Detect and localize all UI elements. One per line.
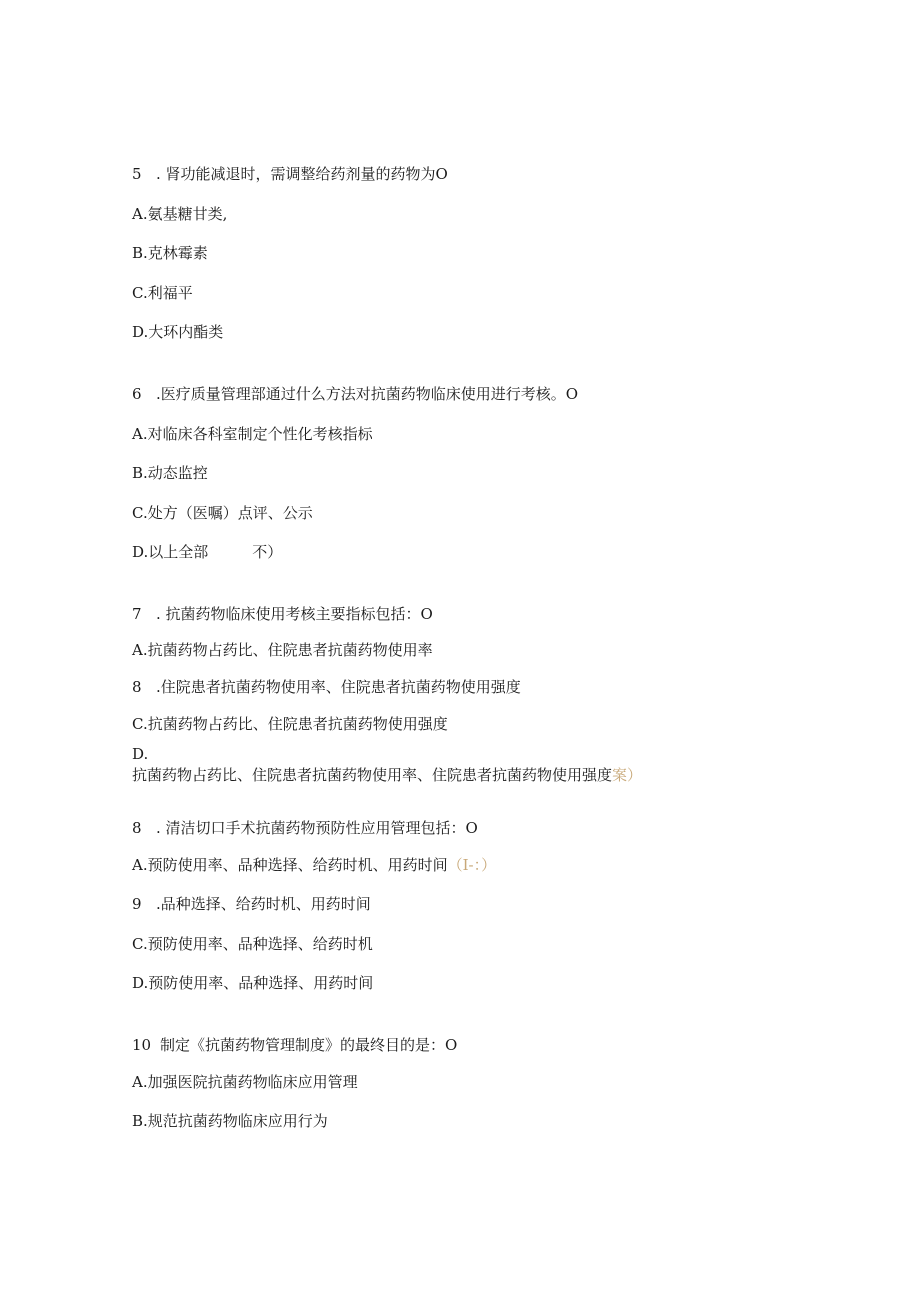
question-5-option-d: D.大环内酯类 [132, 323, 224, 341]
question-7-option-c: C.抗菌药物占药比、住院患者抗菌药物使用强度 [132, 715, 448, 733]
question-6-option-c: C.处方（医嘱）点评、公示 [132, 504, 313, 522]
question-6-option-d [132, 542, 282, 562]
question-text: .医疗质量管理部通过什么方法对抗菌药物临床使用进行考核。O [156, 385, 579, 403]
question-text: 制定《抗菌药物管理制度》的最终目的是：O [160, 1036, 458, 1054]
question-7-stem [132, 604, 433, 624]
question-8-option-a [132, 855, 496, 875]
question-7-option-b [132, 677, 521, 697]
question-8-option-d: D.预防使用率、品种选择、用药时间 [132, 974, 374, 992]
question-number: 7 [132, 605, 142, 623]
question-6-option-b: B.动态监控 [132, 464, 208, 482]
question-text: . 清洁切口手术抗菌药物预防性应用管理包括：O [156, 819, 478, 837]
question-5-option-b: B.克林霉素 [132, 244, 208, 262]
question-10-option-a: A.加强医院抗菌药物临床应用管理 [132, 1073, 358, 1091]
question-number: 8 [132, 819, 142, 837]
question-10-stem [132, 1035, 457, 1055]
option-text: .住院患者抗菌药物使用率、住院患者抗菌药物使用强度 [156, 678, 521, 696]
option-text: 抗菌药物占药比、住院患者抗菌药物使用率、住院患者抗菌药物使用强度 [132, 766, 613, 784]
question-7-option-d [132, 765, 642, 785]
answer-note: （I-：） [447, 856, 497, 874]
question-text: . 肾功能减退时，需调整给药剂量的药物为O [156, 165, 448, 183]
question-8-stem [132, 818, 478, 838]
question-7-option-a: A.抗菌药物占药比、住院患者抗菌药物使用率 [132, 641, 433, 659]
question-number: 6 [132, 385, 142, 403]
question-text: . 抗菌药物临床使用考核主要指标包括：O [156, 605, 433, 623]
option-text: A.预防使用率、品种选择、给药时机、用药时间 [132, 856, 448, 874]
option-text: .品种选择、给药时机、用药时间 [156, 895, 371, 913]
question-8-option-b [132, 894, 371, 914]
question-8-option-c: C.预防使用率、品种选择、给药时机 [132, 935, 373, 953]
answer-note: 不） [252, 543, 283, 561]
option-number: 9 [132, 895, 142, 913]
question-5-option-a: A.氨基糖甘类, [132, 205, 228, 223]
option-text: D.以上全部 [132, 543, 209, 561]
question-6-option-a: A.对临床各科室制定个性化考核指标 [132, 425, 373, 443]
question-5-option-c: C.利福平 [132, 284, 193, 302]
question-number: 10 [132, 1036, 152, 1054]
option-number: 8 [132, 678, 142, 696]
question-5-stem [132, 164, 448, 184]
question-7-option-d-label: D. [132, 745, 149, 763]
question-10-option-b: B.规范抗菌药物临床应用行为 [132, 1112, 328, 1130]
answer-note: 案） [612, 766, 643, 784]
question-6-stem [132, 384, 578, 404]
question-number: 5 [132, 165, 142, 183]
